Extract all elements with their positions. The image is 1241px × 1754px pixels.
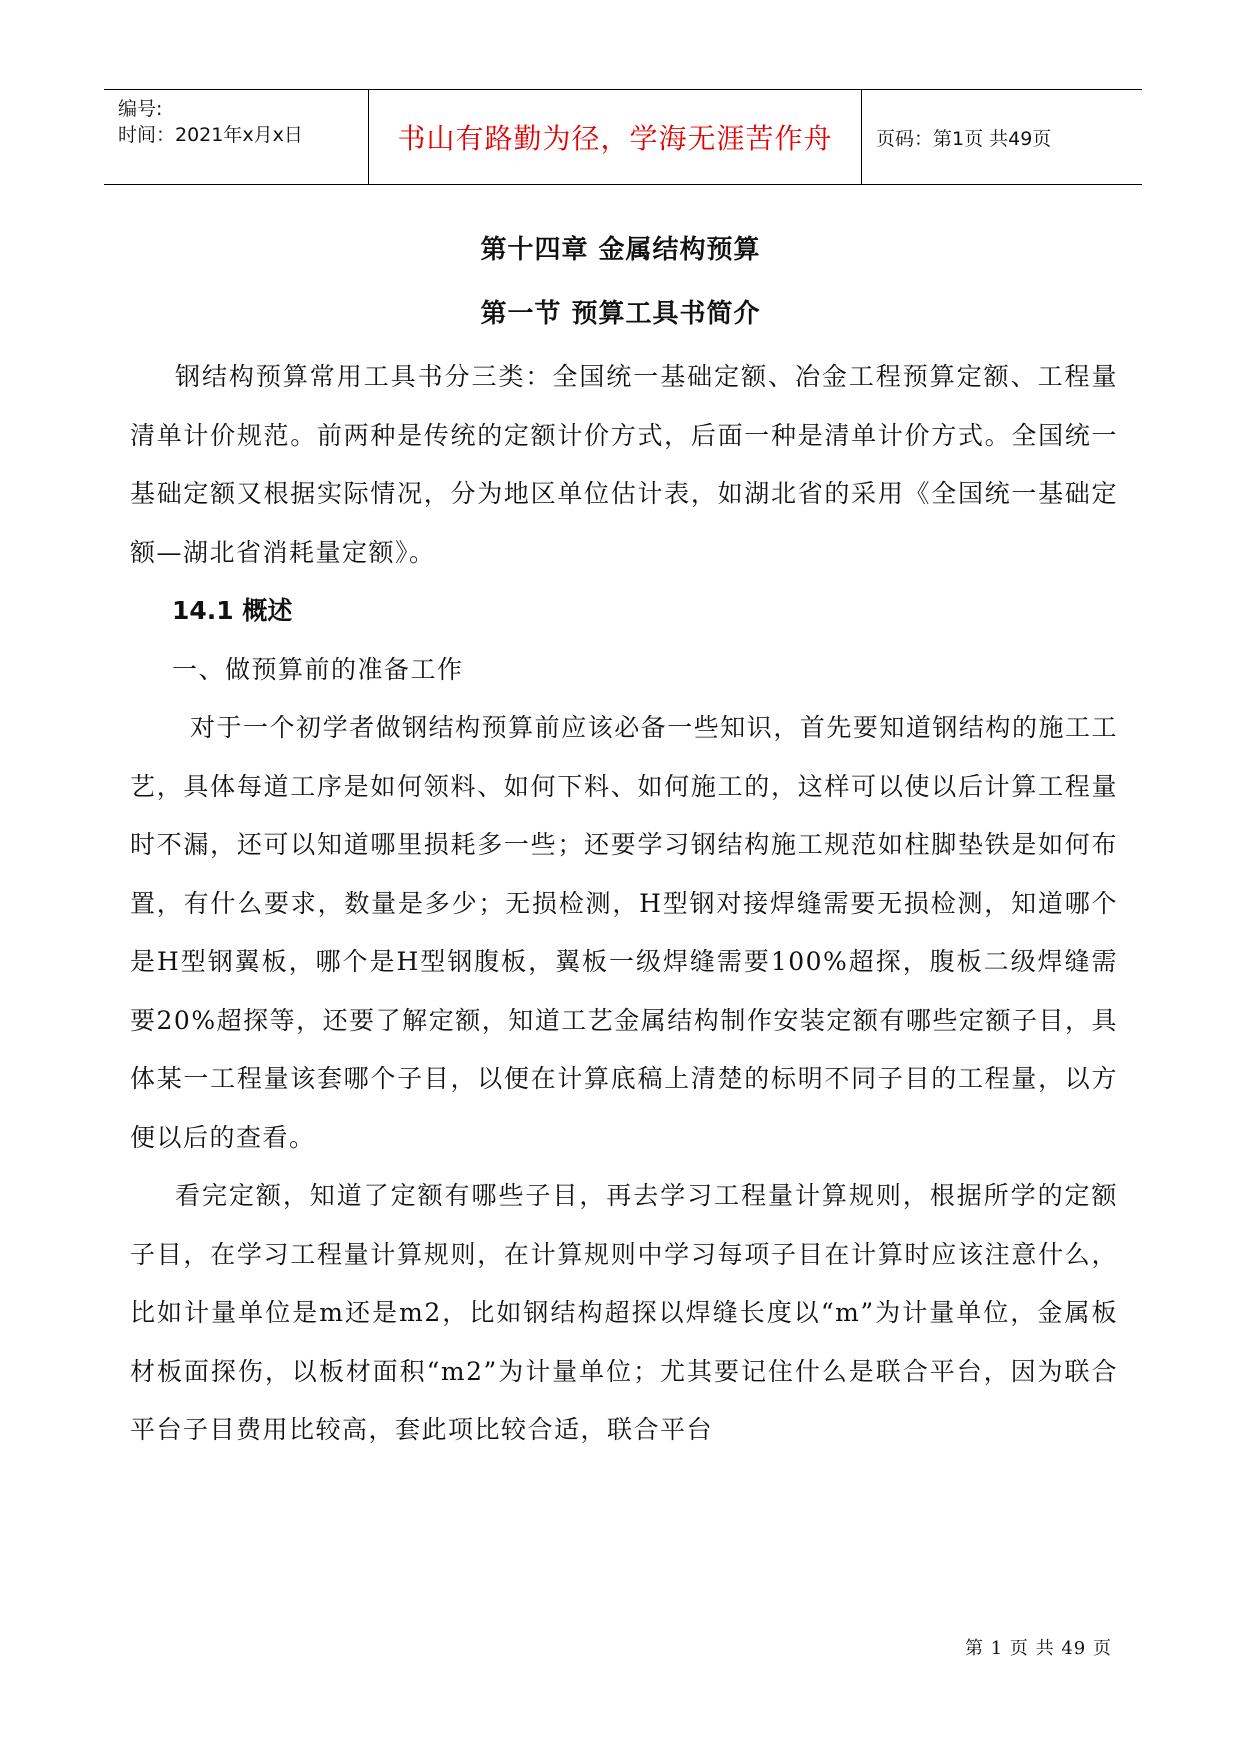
paragraph-preparation: 对于一个初学者做钢结构预算前应该必备一些知识，首先要知道钢结构的施工工艺，具体每道工序是如何领料、如何下料、如何施工的，这样可以使以后计算工程量时不漏，还可以知道哪里损耗多一些；还要学习钢结构施工规范如柱脚垫铁是如何布置，有什么要求，数量是多少；无损检测，H型钢对接焊缝需要无损检测，知道哪个是H型钢翼板，哪个是H型钢腹板，翼板一级焊缝需要100%超探，腹板二级焊缝需要20%超探等，还要了解定额，知道工艺金属结构制作安装定额有哪些定额子目，具体某一工程量该套哪个子目，以便在计算底稿上清楚的标明不同子目的工程量，以方便以后的查看。 — [130, 713, 1118, 1152]
header-meta-cell — [104, 90, 369, 184]
document-header — [104, 89, 1142, 185]
header-page-info: 页码：第1页 共49页 — [876, 127, 1052, 150]
header-motto-cell — [369, 90, 862, 184]
document-body — [130, 348, 1118, 1460]
header-page-cell — [862, 90, 1142, 184]
page-footer: 第 1 页 共 49 页 — [965, 1638, 1112, 1659]
list-item-preparation: 一、做预算前的准备工作 — [172, 654, 464, 684]
chapter-title: 第十四章 金属结构预算 — [480, 235, 761, 265]
section-title: 第一节 预算工具书简介 — [480, 299, 761, 329]
document-number-label: 编号: — [118, 98, 163, 120]
subheading-overview: 14.1 概述 — [172, 596, 293, 625]
paragraph-intro: 钢结构预算常用工具书分三类：全国统一基础定额、冶金工程预算定额、工程量清单计价规范。前两种是传统的定额计价方式，后面一种是清单计价方式。全国统一基础定额又根据实际情况，分为地区单位估计表，如湖北省的采用《全国统一基础定额—湖北省消耗量定额》。 — [130, 362, 1118, 567]
header-motto: 书山有路勤为径，学海无涯苦作舟 — [397, 122, 833, 155]
paragraph-rules: 看完定额，知道了定额有哪些子目，再去学习工程量计算规则，根据所学的定额子目，在学习工程量计算规则，在计算规则中学习每项子目在计算时应该注意什么，比如计量单位是m还是m2，比如钢结构超探以焊缝长度以“m”为计量单位，金属板材板面探伤，以板材面积“m2”为计量单位；尤其要记住什么是联合平台，因为联合平台子目费用比较高，套此项比较合适，联合平台 — [130, 1181, 1118, 1444]
document-time: 时间：2021年x月x日 — [118, 124, 303, 146]
